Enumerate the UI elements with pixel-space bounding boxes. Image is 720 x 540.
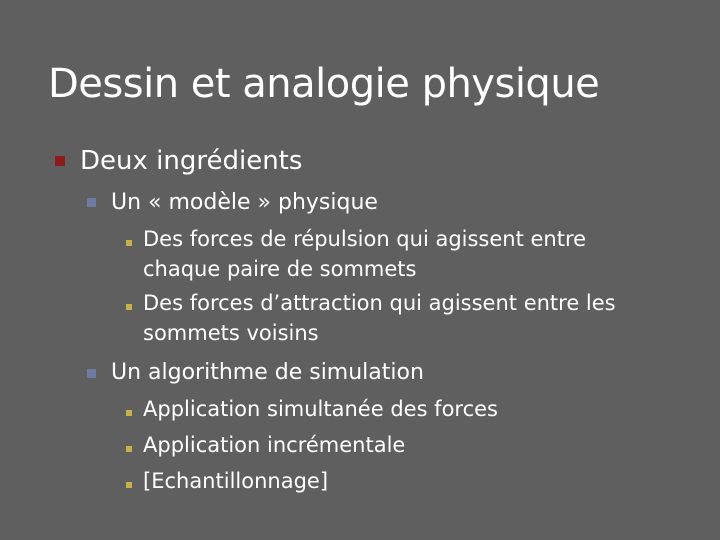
bullet-line: sommets voisins	[143, 321, 319, 345]
bullet-level3	[126, 410, 132, 416]
bullet-repulsion	[143, 224, 586, 284]
bullet-algorithme-simulation	[111, 359, 424, 387]
bullet-label: Application simultanée des forces	[143, 397, 499, 421]
bullet-level3	[126, 304, 132, 310]
bullet-attraction	[143, 288, 616, 348]
bullet-label: Un algorithme de simulation	[111, 360, 424, 385]
bullet-label: Un « modèle » physique	[111, 190, 378, 215]
bullet-label: Deux ingrédients	[80, 146, 303, 176]
bullet-line: Des forces de répulsion qui agissent entre	[143, 227, 587, 251]
bullet-label: [Echantillonnage]	[143, 469, 329, 493]
bullet-level3	[126, 446, 132, 452]
bullet-level2	[87, 198, 96, 207]
bullet-level3	[126, 240, 132, 246]
bullet-label: Application incrémentale	[143, 433, 406, 457]
bullet-line: chaque paire de sommets	[143, 257, 417, 281]
bullet-echantillonnage	[143, 466, 328, 496]
slide-title: Dessin et analogie physique	[48, 61, 600, 107]
bullet-application-simultanee	[143, 394, 498, 424]
bullet-deux-ingredients	[80, 145, 302, 177]
bullet-level2	[87, 369, 96, 378]
bullet-application-incrementale	[143, 430, 405, 460]
bullet-level1	[55, 156, 65, 166]
bullet-modele-physique	[111, 189, 378, 217]
bullet-line: Des forces d’attraction qui agissent entre les	[143, 291, 616, 315]
bullet-level3	[126, 482, 132, 488]
